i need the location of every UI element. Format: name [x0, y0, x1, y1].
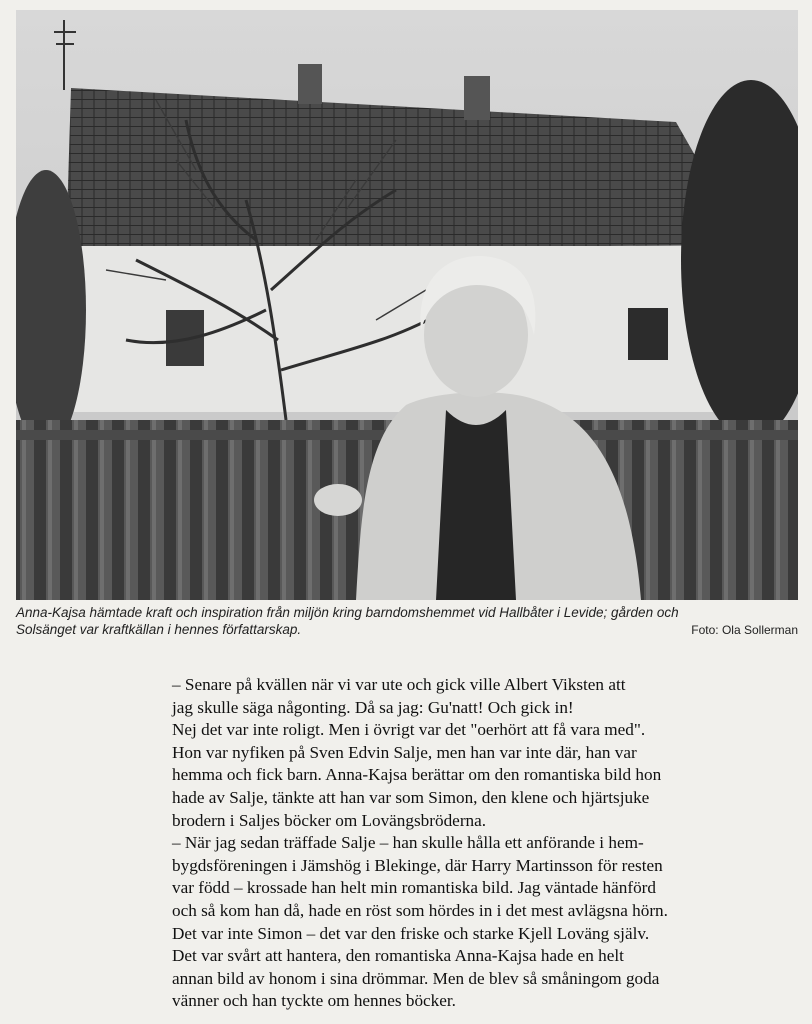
article-line: jag skulle säga någonting. Då sa jag: Gu'natt! Och gick in! — [172, 697, 574, 717]
article-line: hemma och fick barn. Anna-Kajsa berättar om den romantiska bild hon — [172, 765, 662, 785]
article-body — [172, 674, 762, 1013]
article-line: bygdsföreningen i Jämshög i Blekinge, där Harry Martinsson för resten — [172, 855, 663, 875]
article-line: hade av Salje, tänkte att han var som Simon, den klene och hjärtsjuke — [172, 787, 650, 807]
article-line: var född – krossade han helt min romantiska bild. Jag väntade hänförd — [172, 878, 656, 898]
article-line: Det var inte Simon – det var den friske och starke Kjell Loväng själv. — [172, 923, 650, 943]
photo-illustration — [16, 10, 798, 600]
photo-credit: Foto: Ola Sollerman — [691, 623, 798, 637]
photo-caption — [16, 604, 798, 638]
article-line: brodern i Saljes böcker om Lovängsbröderna. — [172, 810, 487, 830]
article-line: och så kom han då, hade en röst som hördes in i det mest avlägsna hörn. — [172, 900, 668, 920]
article-line: Hon var nyfiken på Sven Edvin Salje, men han var inte där, han var — [172, 742, 637, 762]
article-line: – När jag sedan träffade Salje – han skulle hålla ett anförande i hem- — [172, 833, 644, 853]
woman-at-fence-photo — [16, 10, 798, 600]
article-line: Nej det var inte roligt. Men i övrigt var det "oerhört att få vara med". — [172, 720, 646, 740]
article-line: vänner och han tyckte om hennes böcker. — [172, 991, 456, 1011]
caption-line: Solsänget var kraftkällan i hennes författarskap. — [16, 622, 302, 637]
article-line: Det var svårt att hantera, den romantiska Anna-Kajsa hade en helt — [172, 946, 624, 966]
caption-line: Anna-Kajsa hämtade kraft och inspiration från miljön kring barndomshemmet vid Hallbåter i Levide; gården och — [16, 605, 679, 620]
article-line: annan bild av honom i sina drömmar. Men de blev så småningom goda — [172, 968, 660, 988]
article-line: – Senare på kvällen när vi var ute och gick ville Albert Viksten att — [172, 675, 626, 694]
